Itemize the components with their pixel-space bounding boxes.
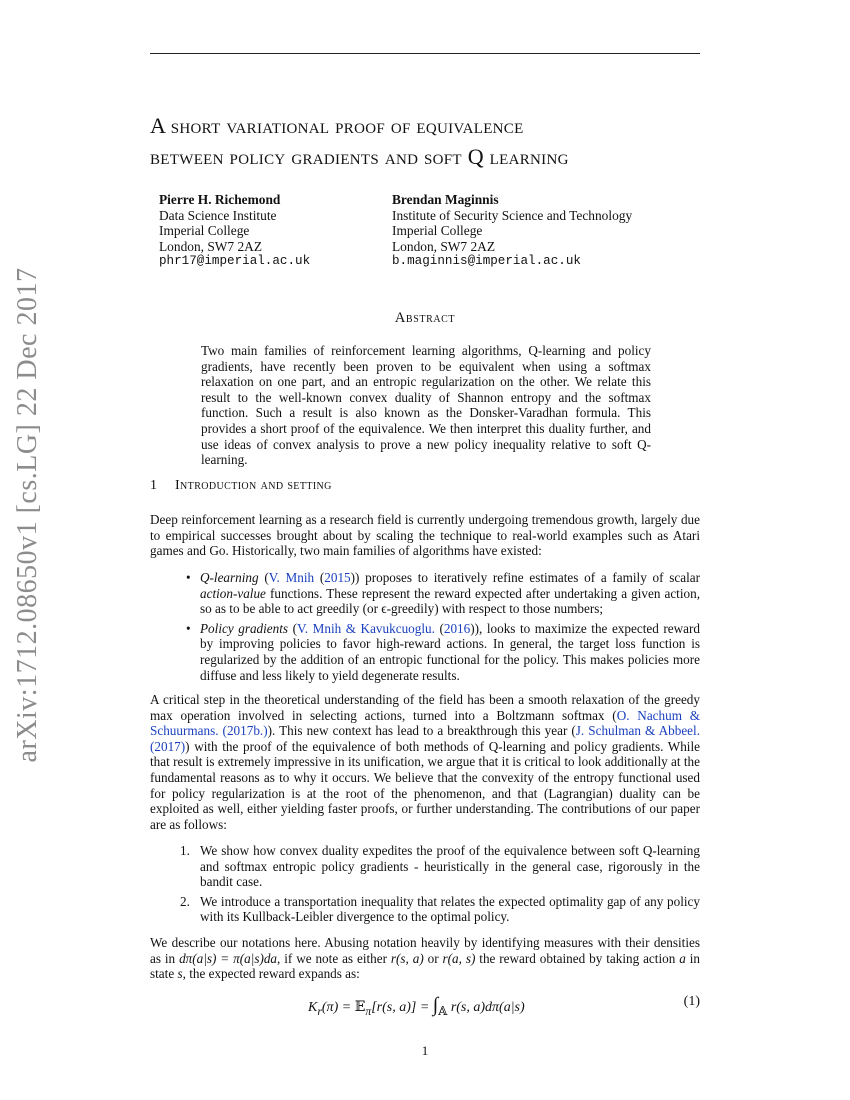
citation-author-link[interactable]: V. Mnih & Kavukcuoglu. bbox=[296, 620, 435, 636]
author-block-1 bbox=[159, 192, 310, 270]
text-run: , the expected reward expands as: bbox=[182, 966, 360, 982]
list-item bbox=[150, 843, 700, 890]
citation-author-link[interactable]: J. Schulman & Abbeel. bbox=[575, 723, 700, 739]
eq-subscript: r bbox=[317, 1004, 322, 1018]
text-run: operation involved in selecting actions, turned into a Boltzmann softmax ( bbox=[172, 707, 617, 723]
inline-math: a bbox=[679, 950, 686, 966]
citation-author-link[interactable]: O. Nachum & Schuurmans. bbox=[150, 707, 700, 739]
bullet-marker: • bbox=[186, 620, 191, 636]
list-item bbox=[150, 894, 700, 925]
eq-symbol: K bbox=[308, 1000, 318, 1015]
author-block-2 bbox=[392, 192, 632, 270]
author-affiliation: Institute of Security Science and Technology bbox=[392, 207, 633, 223]
title-line-2: between policy gradients and soft Q learning bbox=[150, 144, 569, 169]
term: action-value bbox=[200, 585, 266, 601]
text-run: , if we note as either bbox=[277, 950, 391, 966]
eq-symbol: 𝔼 bbox=[354, 1000, 366, 1015]
author-address: London, SW7 2AZ bbox=[392, 238, 496, 254]
inline-math: s bbox=[177, 966, 183, 982]
paren: )) bbox=[350, 570, 360, 585]
eq-subscript: 𝔸 bbox=[438, 1004, 448, 1018]
eq-symbol: [r(s, a)] = bbox=[371, 1000, 433, 1015]
author-address: London, SW7 2AZ bbox=[159, 238, 263, 254]
text-run: or bbox=[423, 950, 443, 966]
page-number: 1 bbox=[421, 1043, 429, 1058]
author-affiliation: Data Science Institute bbox=[159, 207, 277, 223]
item-text: looks to maximize the expected reward by improving policies to favor high-reward actions. In general, the target loss function is regularized by the addition of an entropic functional for the policy. This makes policies more diffuse and less likely to yield degenerate results. bbox=[200, 620, 700, 683]
math-max: max bbox=[150, 707, 173, 723]
arxiv-stamp[interactable]: arXiv:1712.08650v1 [cs.LG] 22 Dec 2017 bbox=[12, 267, 43, 763]
author-email[interactable]: phr17@imperial.ac.uk bbox=[159, 254, 311, 269]
item-text: proposes to iteratively refine estimates of a family of scalar bbox=[359, 570, 700, 585]
section-number: 1 bbox=[150, 478, 158, 493]
intro-paragraph-2 bbox=[150, 692, 700, 832]
equation-1 bbox=[150, 990, 700, 1020]
author-institution: Imperial College bbox=[392, 223, 483, 239]
bullet-marker: • bbox=[186, 570, 191, 585]
citation-year-link[interactable]: 2016 bbox=[443, 620, 471, 636]
citation-year-link[interactable]: 2015 bbox=[324, 570, 351, 585]
title-line-1: A short variational proof of equivalence bbox=[150, 113, 524, 138]
citation-year-link[interactable]: (2017b.) bbox=[222, 723, 268, 739]
paren: ( bbox=[314, 570, 325, 585]
item-number: 1. bbox=[180, 843, 190, 858]
author-institution: Imperial College bbox=[159, 223, 250, 239]
arxiv-stamp-container bbox=[8, 265, 48, 765]
paren: ( bbox=[258, 570, 269, 585]
contributions-list bbox=[150, 843, 700, 929]
author-email[interactable]: b.maginnis@imperial.ac.uk bbox=[392, 254, 581, 269]
list-item bbox=[150, 621, 700, 683]
paren: ( bbox=[434, 620, 444, 636]
equation-body bbox=[308, 994, 525, 1018]
author-name: Brendan Maginnis bbox=[392, 192, 499, 207]
eq-symbol: (π) = bbox=[321, 1000, 355, 1015]
eq-integral: ∫ bbox=[432, 994, 439, 1016]
text-run: in state bbox=[150, 950, 700, 982]
equation-number: (1) bbox=[683, 994, 700, 1009]
paper-title bbox=[150, 110, 710, 172]
citation-year-link[interactable]: (2017) bbox=[150, 738, 186, 754]
term: Policy gradients bbox=[200, 620, 289, 636]
text-run: A critical step in the theoretical understanding of the field has been a smooth relaxation of the greedy bbox=[150, 692, 700, 707]
inline-math: r(s, a) bbox=[390, 950, 424, 966]
intro-paragraph-1: Deep reinforcement learning as a research field is currently undergoing tremendous growth, largely due to empirical successes brought about by scaling the technique to real-world examples such as Atari games and Go. Historically, two main families of algorithms have existed: bbox=[150, 512, 700, 559]
eq-subscript: π bbox=[365, 1004, 372, 1018]
section-heading bbox=[150, 478, 700, 494]
inline-math: r(a, s) bbox=[442, 950, 476, 966]
term: Q-learning bbox=[200, 570, 259, 585]
paren: )), bbox=[470, 620, 483, 636]
item-text: We introduce a transportation inequality that relates the expected optimality gap of any policy with its Kullback-Leibler divergence to the optimal policy. bbox=[200, 893, 700, 925]
paren: ( bbox=[288, 620, 297, 636]
eq-symbol: r(s, a)dπ(a|s) bbox=[447, 1000, 525, 1015]
abstract-text: Two main families of reinforcement learning algorithms, Q-learning and policy gradients, have recently been proven to be equivalent when using a softmax relaxation on one part, and an entropic regularization on the other. We relate this result to the well-known convex duality of Shannon entropy and the softmax function. Such a result is also known as the Donsker-Varadhan formula. This provides a short proof of the equivalence. We then interpret this duality further, and use ideas of convex analysis to prove a new policy inequality relative to soft Q-learning. bbox=[201, 343, 651, 468]
text-run: ). This new context has lead to a breakthrough this year ( bbox=[267, 723, 576, 739]
text-run: We describe our notations here. Abusing notation heavily by identifying measures with their densities as in bbox=[150, 935, 700, 966]
citation-author-link[interactable]: V. Mnih bbox=[268, 570, 315, 585]
item-text: We show how convex duality expedites the proof of the equivalence between soft Q-learning and softmax entropic policy gradients - heuristically in the general case, rigorously in the bandit case. bbox=[200, 843, 700, 890]
author-name: Pierre H. Richemond bbox=[159, 192, 281, 207]
top-rule bbox=[150, 53, 700, 54]
notation-paragraph bbox=[150, 935, 700, 982]
algorithm-families-list bbox=[150, 570, 700, 687]
text-run: ) with the proof of the equivalence of both methods of Q-learning and policy gradients. While that result is extremely impressive in its unification, we argue that it is critical to look additionally at the fundamental reasons as to why it occurs. We believe that the convexity of the entropy functional used for policy regularization is at the root of the phenomenon, and that (Lagrangian) duality can be exploited as well, either yielding faster proofs, or further understanding. The contributions of our paper are as follows: bbox=[150, 738, 700, 832]
item-number: 2. bbox=[180, 893, 190, 909]
inline-math: dπ(a|s) = π(a|s)da bbox=[179, 950, 278, 966]
list-item bbox=[150, 570, 700, 617]
section-title: Introduction and setting bbox=[175, 478, 332, 493]
text-run: the reward obtained by taking action bbox=[475, 950, 680, 966]
item-text: functions. These represent the reward expected after undertaking a given action, so as to be able to act greedily (or ϵ-greedily) with respect to those numbers; bbox=[200, 585, 700, 617]
abstract-heading: Abstract bbox=[394, 310, 456, 326]
